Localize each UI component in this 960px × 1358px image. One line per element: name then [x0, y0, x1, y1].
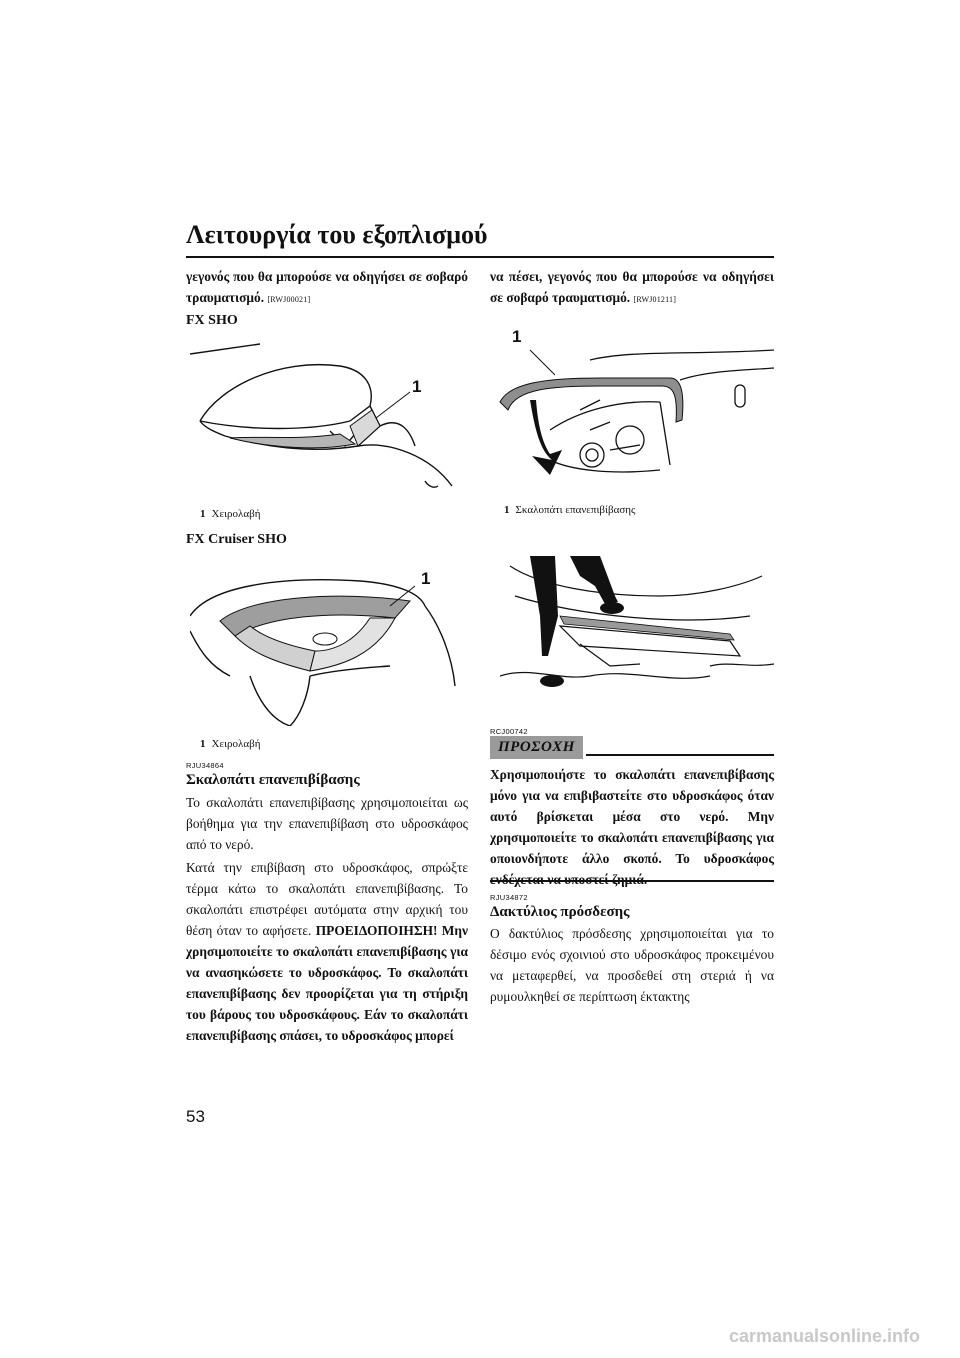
header-rule — [186, 256, 774, 258]
fig2-caption-text: Χειρολαβή — [211, 738, 261, 750]
caution-code: RCJ00742 — [490, 727, 528, 736]
fig3-illustration — [490, 330, 774, 500]
fig3-caption — [504, 504, 635, 516]
right-intro-text: να πέσει, γεγονός που θα μπορούσε να οδηγήσει σε σοβαρό τραυματισμό. — [490, 269, 774, 305]
caution-bottom-rule — [490, 880, 774, 882]
fig4-illustration — [500, 556, 774, 696]
fig2-caption — [200, 738, 260, 750]
fig1-illustration — [190, 336, 460, 501]
fig3-caption-text: Σκαλοπάτι επανεπιβίβασης — [515, 504, 636, 516]
left-intro-text: γεγονός που θα μπορούσε να οδηγήσει σε σοβαρό τραυματισμό. — [186, 269, 468, 305]
caution-label: ΠΡΟΣΟΧΗ — [490, 736, 583, 759]
fig2-illustration — [190, 556, 460, 726]
left-section-title: Σκαλοπάτι επανεπιβίβασης — [186, 772, 360, 788]
caution-text: Χρησιμοποιήστε το σκαλοπάτι επανεπιβίβασης μόνο για να επιβιβαστείτε στο υδροσκάφος όταν αυτό βρίσκεται μέσα στο νερό. Μην χρησιμοποιείτε το σκαλοπάτι επανεπιβίβασης για οποιονδήποτε άλλο σκοπό. Το υδροσκάφος — [490, 767, 774, 866]
fig1-caption — [200, 508, 260, 520]
right-section-title: Δακτύλιος πρόσδεσης — [490, 904, 630, 920]
left-section-paragraph-1: Το σκαλοπάτι επανεπιβίβασης χρησιμοποιείται ως βοήθημα για την επανεπιβίβαση στο υδροσκάφος από το νερό. — [186, 795, 468, 852]
fig2-caption-number: 1 — [200, 738, 206, 750]
fig1-callout: 1 — [412, 377, 422, 396]
left-intro — [186, 266, 468, 310]
right-intro-ref: [RWJ01211] — [633, 295, 677, 304]
left-section-body — [186, 792, 468, 1046]
page-number: 53 — [186, 1107, 205, 1126]
fig1-caption-text: Χειρολαβή — [211, 508, 261, 520]
left-intro-ref: [RWJ00021] — [267, 295, 311, 304]
left-section-warning: ΠΡΟΕΙΔΟΠΟΙΗΣΗ! Μην χρησιμοποιείτε το σκαλοπάτι επανεπιβίβασης για να ανασηκώσετε το υδροσκάφος. Το σκαλοπάτι επανεπιβίβασης δεν προορίζεται για τη στήριξη του βάρους του υδροσκάφους. Εάν το σκαλοπάτι επανεπιβίβασης σπάσει, το υδροσκάφος μπορεί — [186, 923, 468, 1043]
left-section-paragraph-2 — [186, 857, 468, 1046]
fig2-callout: 1 — [421, 569, 431, 588]
left-section-paragraph-2-text: Κατά την επιβίβαση στο υδροσκάφος, σπρώξτε τέρμα κάτω το σκαλοπάτι επανεπιβίβασης. Το σκαλοπάτι επιστρέφει αυτόματα στην αρχική του θέση όταν το αφήσετε. — [186, 860, 468, 938]
fig3-caption-number: 1 — [504, 504, 510, 516]
right-section-paragraph-1: Ο δακτύλιος πρόσδεσης χρησιμοποιείται για το δέσιμο ενός σχοινιού στο υδροσκάφος προκειμένου να μεταφερθεί, να προσδεθεί στη στεριά ή να ρυμουλκηθεί σε περίπτωση έκτακτης — [490, 926, 774, 1004]
page-header-title: Λειτουργία του εξοπλισμού — [186, 220, 488, 249]
watermark: carmanualsonline.info — [728, 1326, 920, 1346]
fig3-callout: 1 — [512, 327, 522, 346]
fig2-model-label: FX Cruiser SHO — [186, 532, 287, 547]
fig1-caption-number: 1 — [200, 508, 206, 520]
left-section-code: RJU34864 — [186, 761, 224, 770]
right-section-code: RJU34872 — [490, 893, 528, 902]
fig1-model-label: FX SHO — [186, 313, 238, 328]
caution-top-rule — [586, 754, 774, 756]
right-intro — [490, 266, 774, 310]
